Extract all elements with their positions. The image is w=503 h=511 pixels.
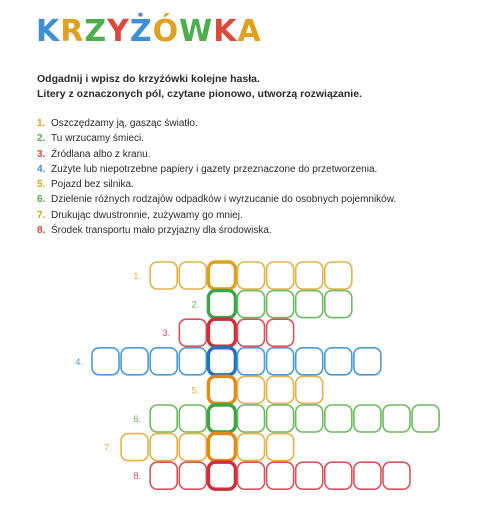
crossword-cell[interactable] — [238, 462, 265, 489]
crossword-cell[interactable] — [150, 348, 177, 375]
clue-text: Dzielenie różnych rodzajów odpadków i wyrzucanie do osobnych pojemników. — [51, 194, 397, 206]
crossword-cell[interactable] — [296, 376, 323, 403]
crossword-cell[interactable] — [325, 291, 352, 318]
crossword-cell[interactable] — [238, 434, 265, 461]
crossword-cell[interactable] — [325, 462, 352, 489]
row-number-label: 1. — [133, 271, 142, 282]
title-letter: Z — [84, 14, 108, 49]
clue-number: 7. — [37, 209, 46, 221]
clue-text: Drukując dwustronnie, zużywamy go mniej. — [51, 209, 243, 221]
crossword-cell[interactable] — [121, 434, 148, 461]
crossword-cell[interactable] — [179, 348, 206, 375]
row-number-label: 8. — [133, 471, 142, 483]
crossword-cell[interactable] — [150, 434, 177, 461]
clue-text: Zużyte lub niepotrzebne papiery i gazety przeznaczone do przetworzenia. — [51, 163, 378, 175]
clue-text: Środek transportu mało przyjazny dla środowiska. — [51, 225, 272, 237]
crossword-cell[interactable] — [150, 262, 177, 289]
crossword-cell[interactable] — [238, 319, 265, 346]
crossword-cell[interactable] — [267, 291, 294, 318]
clue-number: 6. — [37, 194, 46, 206]
crossword-cell[interactable] — [354, 405, 381, 432]
crossword-cell[interactable] — [325, 348, 352, 375]
instructions-line-2: Litery z oznaczonych pól, czytane pionowo, utworzą rozwiązanie. — [37, 87, 362, 100]
solution-cell[interactable] — [208, 405, 235, 432]
crossword-cell[interactable] — [267, 376, 294, 403]
clue-number: 4. — [37, 163, 46, 175]
row-number-label: 6. — [133, 414, 142, 425]
row-number-label: 3. — [162, 328, 171, 340]
clue-text: Oszczędzamy ją, gasząc światło. — [51, 118, 198, 129]
crossword-cell[interactable] — [296, 462, 323, 489]
row-number-label: 7. — [104, 442, 113, 454]
row-number-label: 4. — [75, 356, 83, 368]
crossword-cell[interactable] — [179, 262, 206, 289]
crossword-cell[interactable] — [238, 376, 265, 403]
crossword-cell[interactable] — [267, 262, 294, 289]
clue-number: 8. — [37, 225, 46, 237]
title-letter: K — [213, 14, 238, 49]
title-letter: Ż — [129, 14, 153, 49]
row-number-label: 5. — [191, 385, 200, 397]
title-letter: A — [237, 14, 262, 49]
solution-cell[interactable] — [208, 319, 235, 346]
clue-text: Tu wrzucamy śmieci. — [51, 133, 144, 145]
solution-cell[interactable] — [208, 291, 235, 318]
crossword-cell[interactable] — [354, 348, 381, 375]
clue-number: 5. — [37, 179, 46, 191]
solution-cell[interactable] — [208, 262, 235, 289]
crossword-cell[interactable] — [238, 348, 265, 375]
crossword-cell[interactable] — [267, 462, 294, 489]
crossword-cell[interactable] — [267, 434, 294, 461]
title-letter: Y — [107, 14, 130, 49]
row-number-label: 2. — [191, 299, 200, 311]
title-letter: K — [36, 14, 61, 49]
crossword-cell[interactable] — [238, 405, 265, 432]
crossword-cell[interactable] — [150, 405, 177, 432]
crossword-cell[interactable] — [267, 348, 294, 375]
crossword-cell[interactable] — [296, 291, 323, 318]
solution-cell[interactable] — [208, 376, 235, 403]
crossword-cell[interactable] — [179, 462, 206, 489]
instructions-line-1: Odgadnij i wpisz do krzyżówki kolejne hasła. — [37, 73, 260, 85]
crossword-cell[interactable] — [179, 434, 206, 461]
clue-text: Źródlana albo z kranu. — [51, 148, 151, 160]
crossword-cell[interactable] — [92, 348, 119, 375]
crossword-cell[interactable] — [325, 405, 352, 432]
crossword-cell[interactable] — [179, 405, 206, 432]
crossword-cell[interactable] — [267, 319, 294, 346]
crossword-cell[interactable] — [296, 348, 323, 375]
crossword-cell[interactable] — [296, 405, 323, 432]
crossword-cell[interactable] — [383, 462, 410, 489]
clue-number: 2. — [37, 133, 46, 145]
clue-number: 3. — [37, 148, 46, 160]
solution-cell[interactable] — [208, 348, 235, 375]
clue-number: 1. — [37, 118, 46, 129]
crossword-cell[interactable] — [179, 319, 206, 346]
crossword-cell[interactable] — [383, 405, 410, 432]
clue-text: Pojazd bez silnika. — [51, 179, 134, 191]
crossword-cell[interactable] — [296, 262, 323, 289]
crossword-cell[interactable] — [325, 262, 352, 289]
crossword-cell[interactable] — [412, 405, 439, 432]
crossword-cell[interactable] — [150, 462, 177, 489]
title-letter: Ó — [152, 14, 180, 49]
crossword-cell[interactable] — [121, 348, 148, 375]
title-letter: R — [60, 14, 85, 49]
crossword-cell[interactable] — [267, 405, 294, 432]
solution-cell[interactable] — [208, 434, 235, 461]
crossword-cell[interactable] — [238, 291, 265, 318]
title-letter: W — [179, 14, 214, 49]
crossword-cell[interactable] — [354, 462, 381, 489]
solution-cell[interactable] — [208, 462, 235, 489]
crossword-cell[interactable] — [238, 262, 265, 289]
